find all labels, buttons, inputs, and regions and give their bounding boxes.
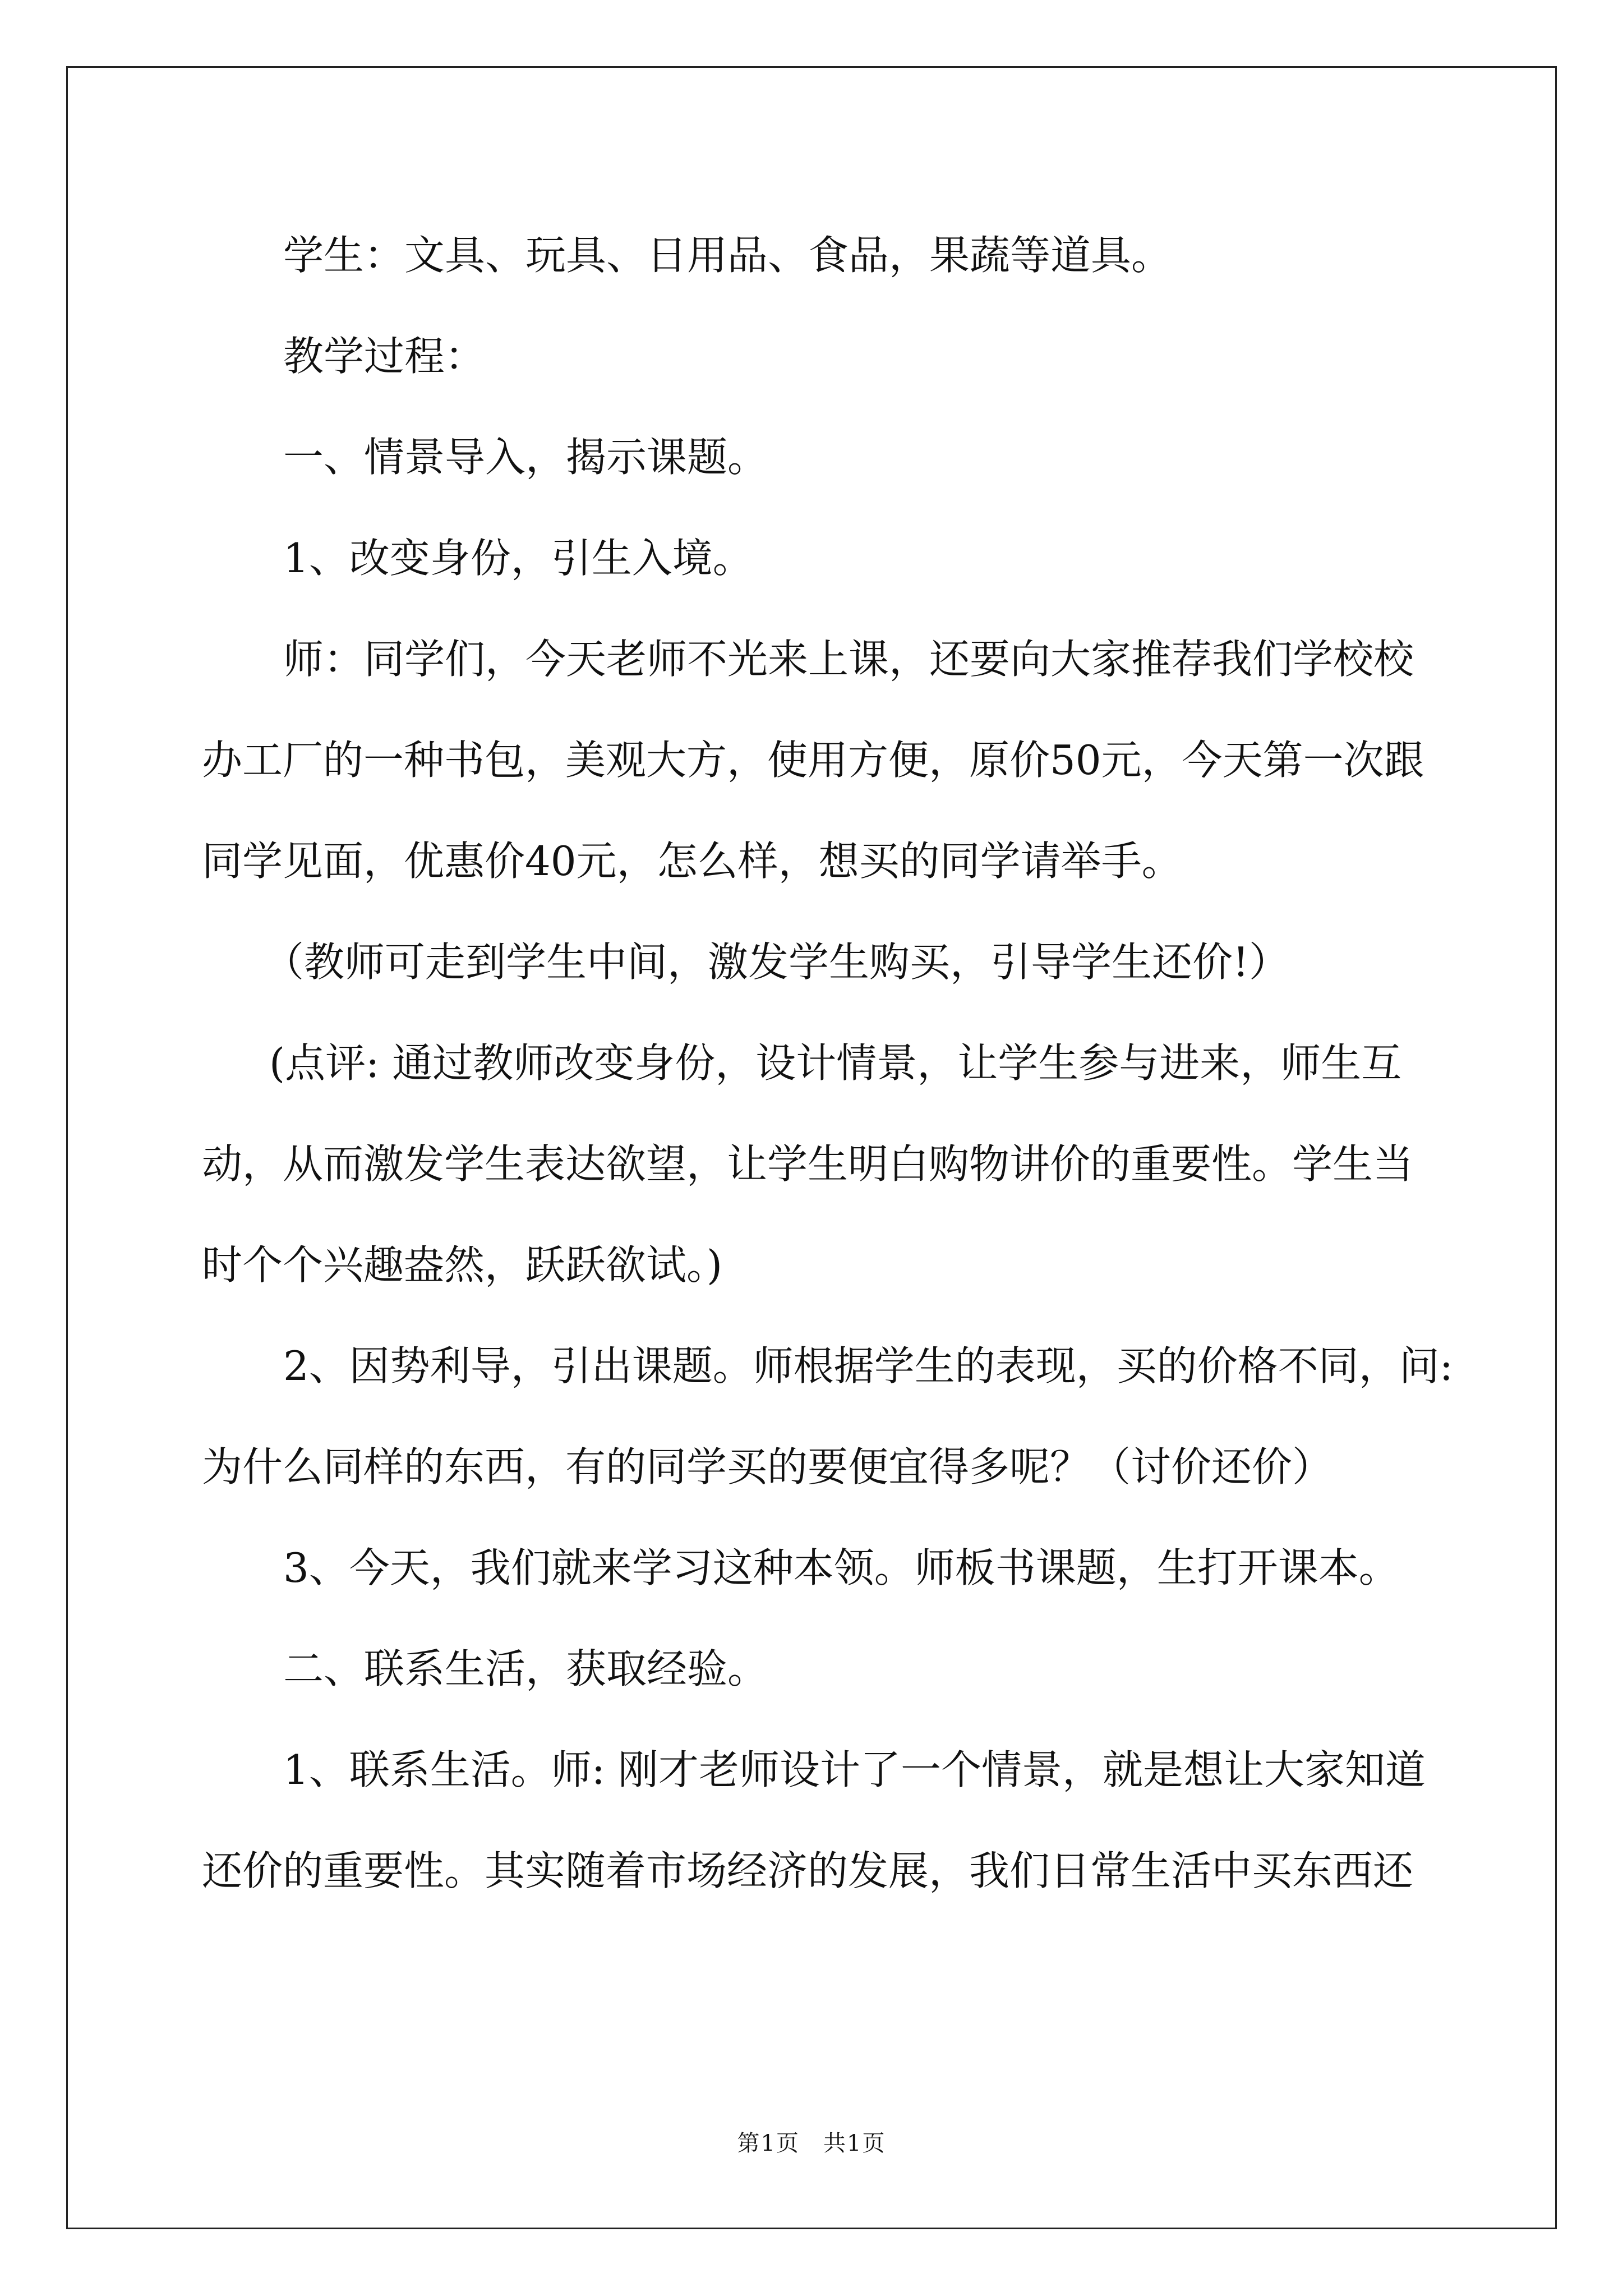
paragraph-line: 3、今天，我们就来学习这种本领。师板书课题，生打开课本。 [283,1544,1399,1591]
paragraph-line: 1、联系生活。师: 刚才老师设计了一个情景，就是想让大家知道 [283,1746,1426,1793]
paragraph-line: 还价的重要性。其实随着市场经济的发展，我们日常生活中买东西还 [202,1847,1414,1894]
paragraph-line: 时个个兴趣盎然，跃跃欲试。) [202,1241,723,1289]
paragraph-line: 学生：文具、玩具、日用品、食品，果蔬等道具。 [283,232,1172,279]
paragraph-line: 1、改变身份，引生入境。 [283,535,753,582]
page-number-footer: 第1页 共1页 [737,2131,886,2156]
paragraph-line: 为什么同样的东西，有的同学买的要便宜得多呢？（讨价还价） [202,1443,1333,1490]
paragraph-line: 办工厂的一种书包，美观大方，使用方便，原价50元，今天第一次跟 [202,737,1424,784]
paragraph-line: 动，从而激发学生表达欲望，让学生明白购物讲价的重要性。学生当 [202,1140,1414,1188]
section-heading: 二、联系生活，获取经验。 [283,1645,768,1692]
paragraph-line: 同学见面，优惠价40元，怎么样，想买的同学请举手。 [202,838,1182,885]
paragraph-line: （教师可走到学生中间，激发学生购买，引导学生还价!） [264,938,1289,986]
paragraph-line: 教学过程： [283,333,486,380]
paragraph-line: 师：同学们，今天老师不光来上课，还要向大家推荐我们学校校 [283,636,1414,683]
paragraph-line: (点评: 通过教师改变身份，设计情景，让学生参与进来，师生互 [269,1039,1402,1087]
section-heading: 一、情景导入，揭示课题。 [283,434,768,481]
paragraph-line: 2、因势利导，引出课题。师根据学生的表现，买的价格不同，问: [283,1342,1454,1389]
